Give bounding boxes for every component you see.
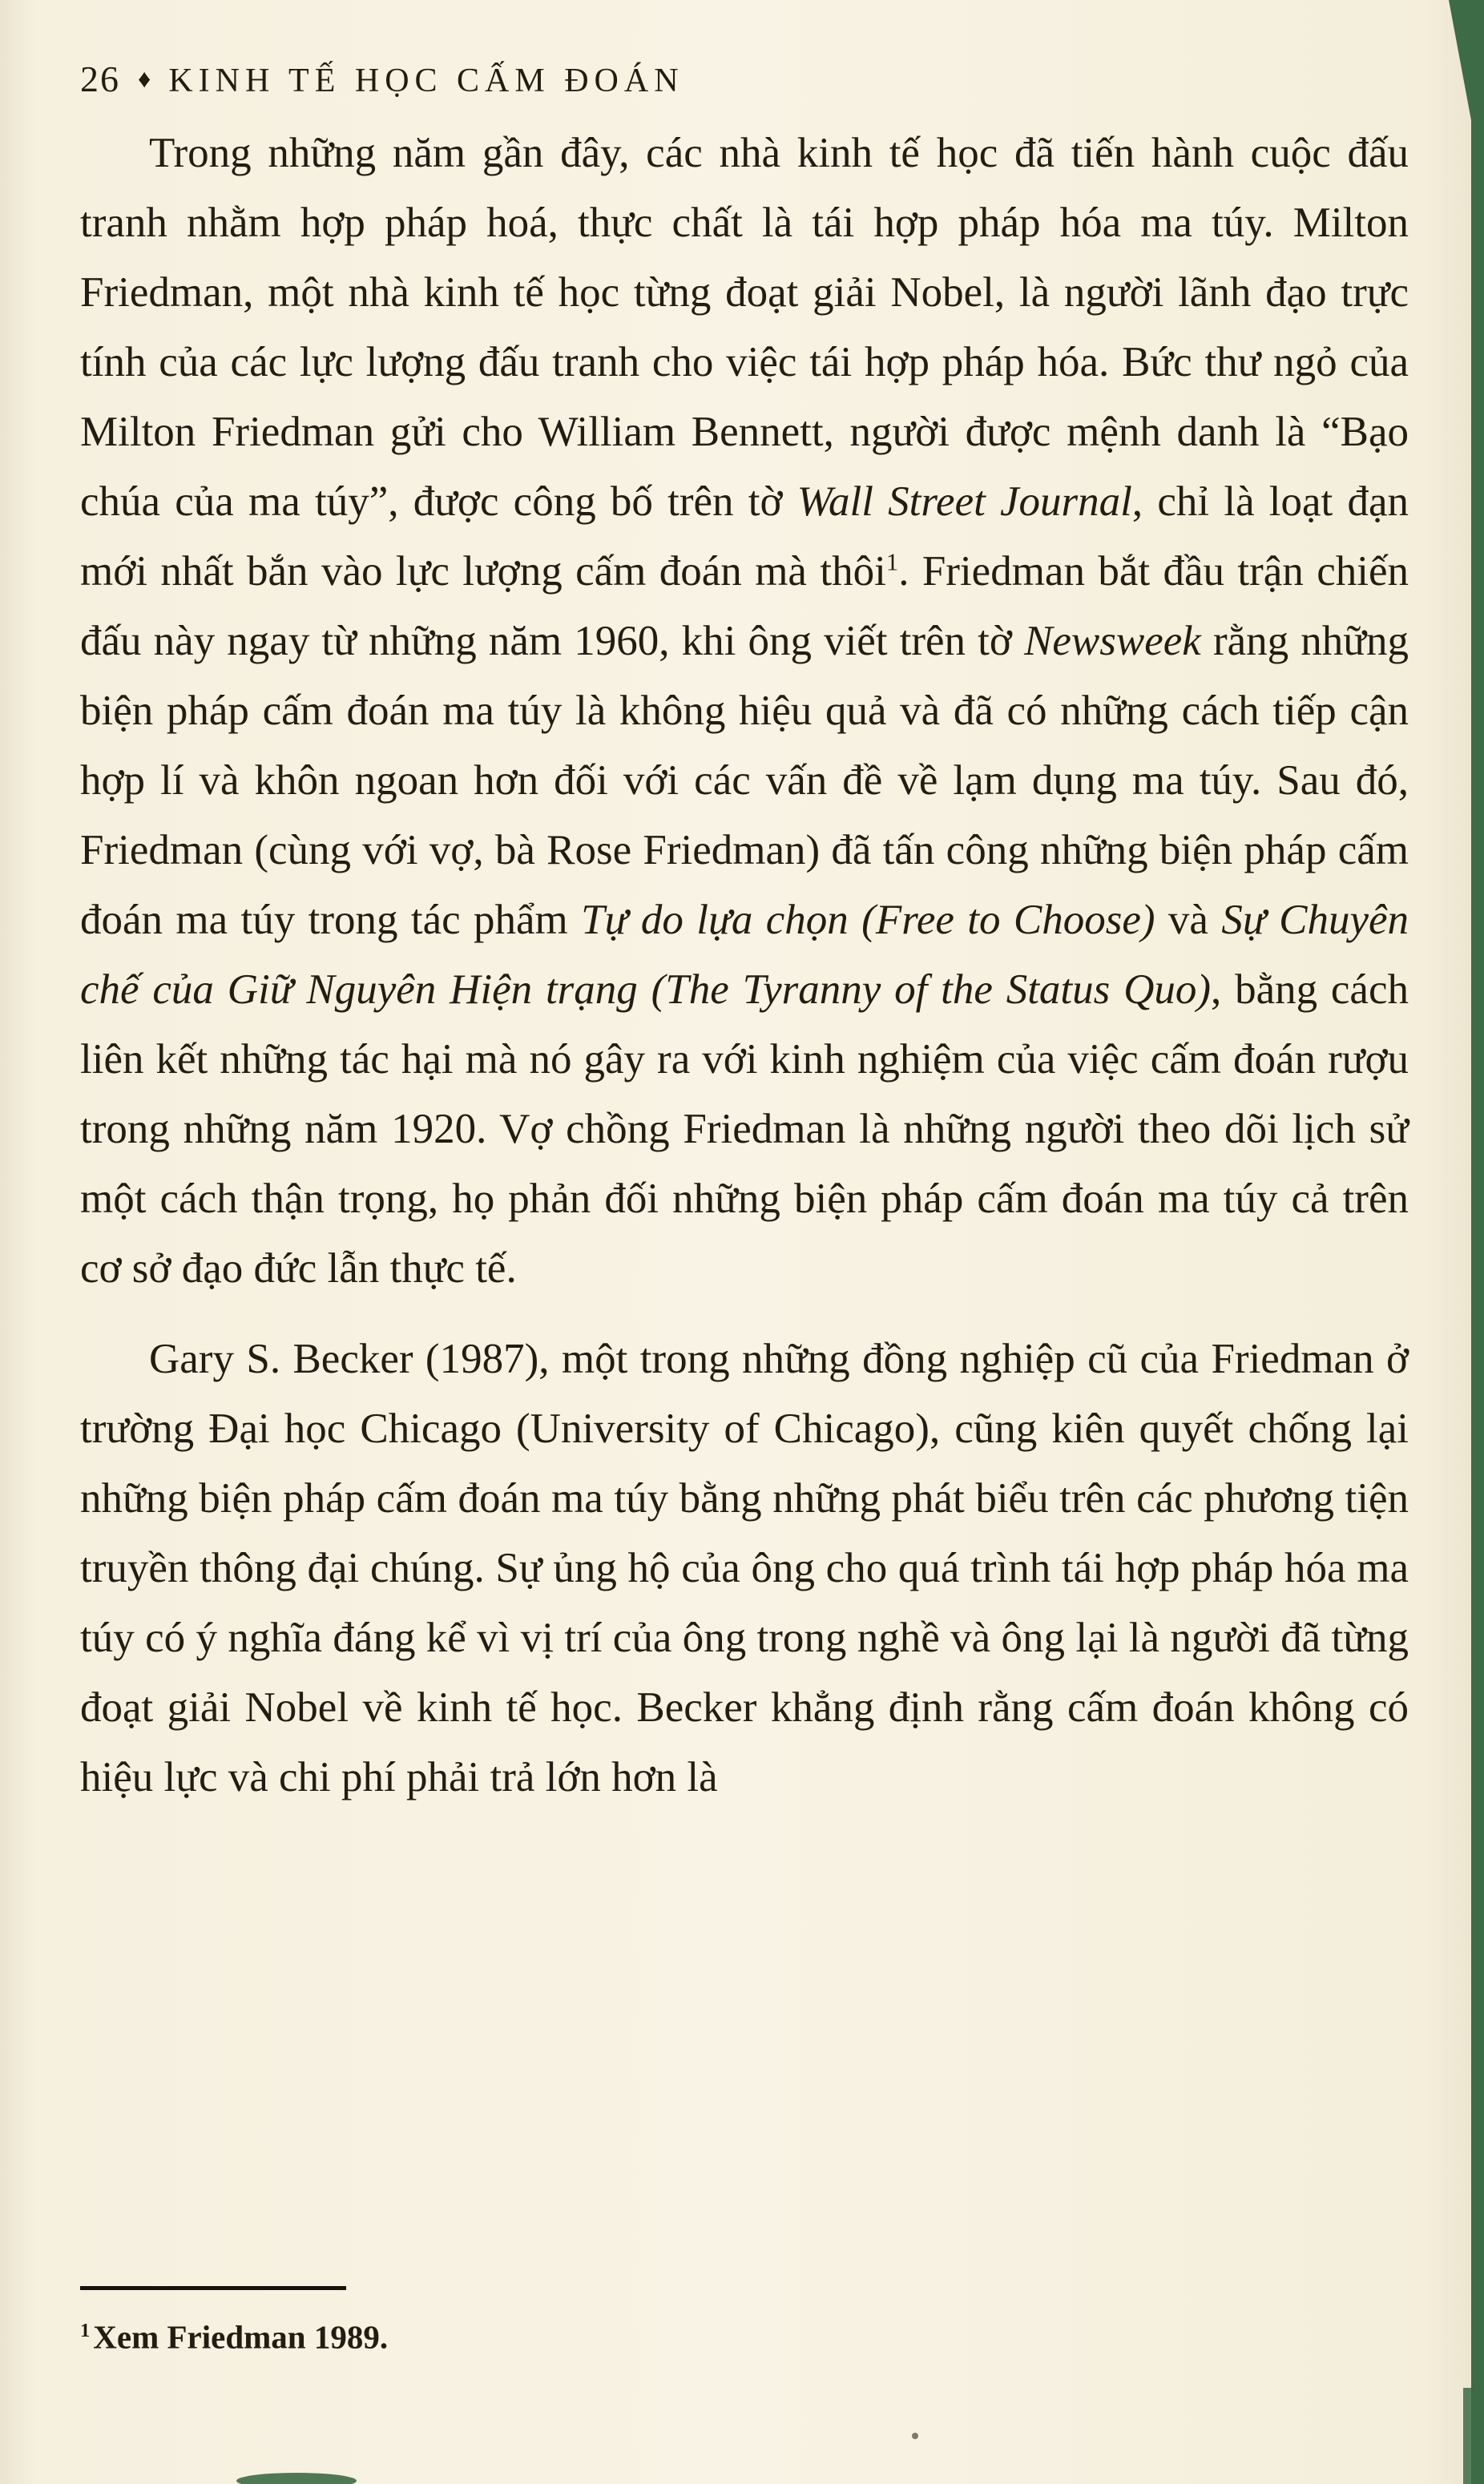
footnote-text: Xem Friedman 1989.: [93, 2318, 389, 2356]
scan-smudge: [236, 2473, 357, 2484]
paragraph: Trong những năm gần đây, các nhà kinh tế học đã tiến hành cuộc đấu tranh nhằm hợp pháp hoá, thực chất là tái hợp pháp hóa ma túy. Milton Friedman, một nhà kinh tế học từng đoạt giải Nobel, là người lãnh đạo trực tính của các lực lượng đấu tranh cho việc tái hợp pháp hóa. Bức thư ngỏ của Milton Friedman gửi cho William Bennett, người được mệnh danh là “Bạo chúa của ma túy”, được công bố trên tờ Wall Street Journal, chỉ là loạt đạn mới nhất bắn vào lực lượng cấm đoán mà thôi$^1$. Friedman bắt đầu trận chiến đấu này ngay từ những năm 1960, khi ông viết trên tờ Newsweek rằng những biện pháp cấm đoán ma túy là không hiệu quả và đã có những cách tiếp cận hợp lí và khôn ngoan hơn đối với các vấn đề về lạm dụng ma túy. Sau đó, Friedman (cùng với vợ, bà Rose Friedman) đã tấn công những biện pháp cấm đoán ma túy trong tác phẩm Tự do lựa chọn (Free to Choose) và Sự Chuyên chế của Giữ Nguyên Hiện trạng (The Tyranny of the Status Quo), bằng cách liên kết những tác hại mà nó gây ra với kinh nghiệm của việc cấm đoán rượu trong những năm 1920. Vợ chồng Friedman là những người theo dõi lịch sử một cách thận trọng, họ phản đối những biện pháp cấm đoán ma túy cả trên cơ sở đạo đức lẫn thực tế.: [80, 130, 1409, 1292]
paragraph: Gary S. Becker (1987), một trong những đồng nghiệp cũ của Friedman ở trường Đại học Chicago (University of Chicago), cũng kiên quyết chống lại những biện pháp cấm đoán ma túy bằng những phát biểu trên các phương tiện truyền thông đại chúng. Sự ủng hộ của ông cho quá trình tái hợp pháp hóa ma túy có ý nghĩa đáng kể vì vị trí của ông trong nghề và ông lại là người đã từng đoạt giải Nobel về kinh tế học. Becker khẳng định rằng cấm đoán không có hiệu lực và chi phí phải trả lớn hơn là: [80, 1336, 1409, 1800]
page-header: [80, 58, 684, 100]
scan-edge-wedge: [1449, 0, 1471, 120]
footnote-area: [80, 2286, 388, 2359]
diamond-icon: ♦: [138, 64, 151, 93]
footnote-marker: 1: [80, 2320, 91, 2341]
scan-edge-strip: [1471, 0, 1484, 2484]
paragraphs: [80, 119, 1409, 1813]
body-text: [80, 119, 1409, 1813]
footnote-rule: [80, 2286, 346, 2290]
chapter-title: KINH TẾ HỌC CẤM ĐOÁN: [168, 63, 684, 99]
footnote: [80, 2309, 388, 2359]
scan-speckle: [912, 2433, 918, 2439]
page-number: 26: [80, 58, 120, 99]
scan-edge-foot: [1463, 2388, 1471, 2484]
